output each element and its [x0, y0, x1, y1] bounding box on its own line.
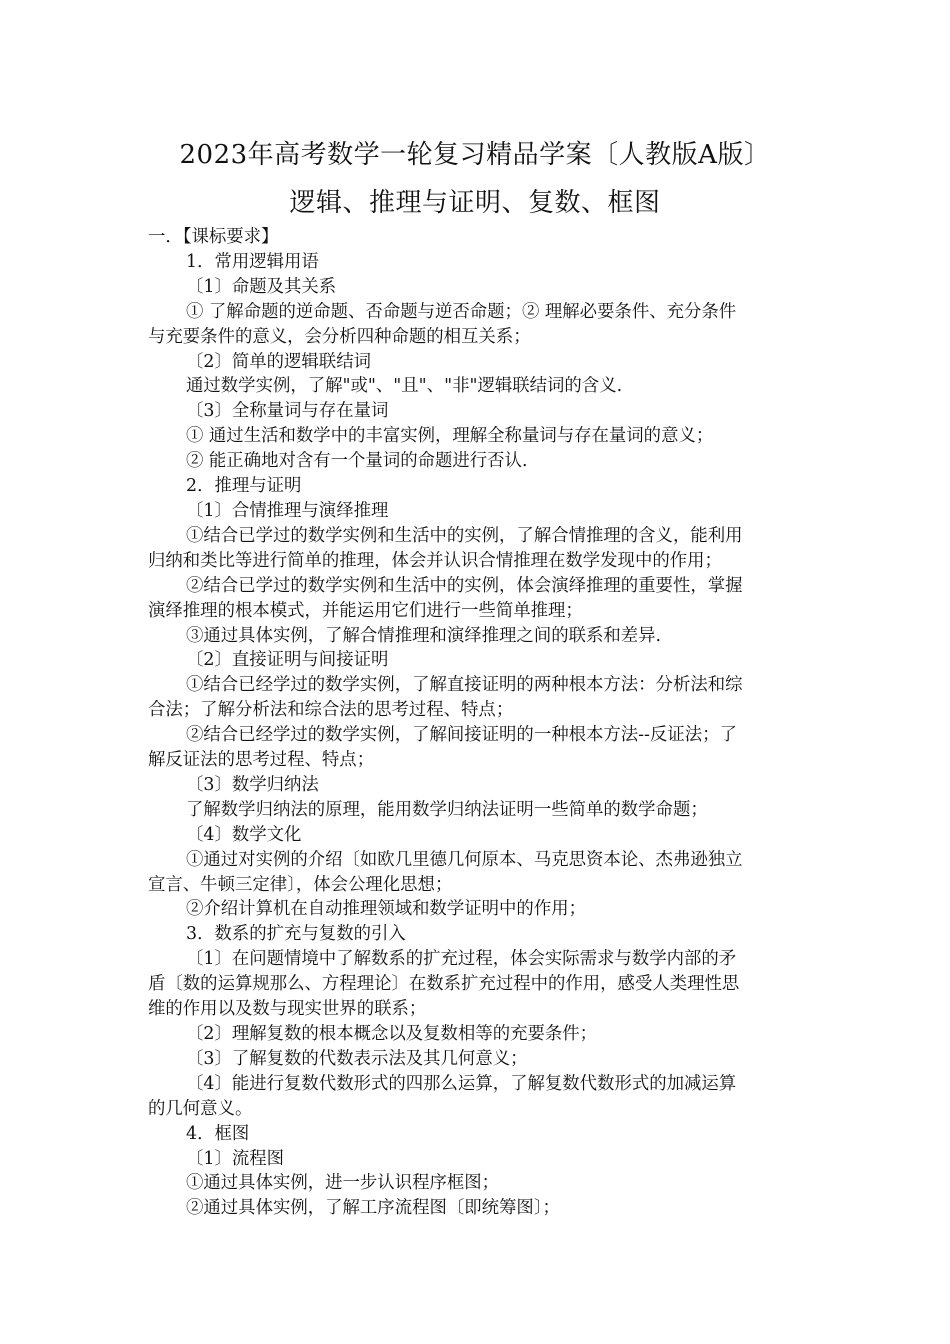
text-line: 宣言、牛顿三定律〕，体会公理化思想； — [148, 874, 453, 895]
text-line: 〔1〕合情推理与演绎推理 — [186, 500, 389, 521]
text-line: 与充要条件的意义，会分析四种命题的相互关系； — [148, 326, 531, 347]
text-line: 盾〔数的运算规那么、方程理论〕在数系扩充过程中的作用，感受人类理性思 — [148, 974, 740, 995]
text-line: ② 能正确地对含有一个量词的命题进行否认. — [186, 451, 528, 472]
text-line: 〔2〕简单的逻辑联结词 — [186, 351, 371, 372]
text-line: ① 通过生活和数学中的丰富实例，理解全称量词与存在量词的意义； — [186, 426, 714, 447]
text-line: 合法；了解分析法和综合法的思考过程、特点； — [148, 700, 514, 721]
text-line: 〔1〕在问题情境中了解数系的扩充过程，体会实际需求与数学内部的矛 — [186, 949, 737, 970]
text-line: 〔2〕理解复数的根本概念以及复数相等的充要条件； — [186, 1024, 598, 1044]
text-line: 〔1〕命题及其关系 — [186, 276, 337, 297]
text-line: 〔4〕数学文化 — [186, 824, 302, 845]
document-body — [148, 225, 808, 1221]
text-line: 解反证法的思考过程、特点； — [148, 750, 375, 771]
text-line: 〔3〕了解复数的代数表示法及其几何意义； — [186, 1048, 528, 1069]
text-line: 1．常用逻辑用语 — [186, 251, 319, 272]
text-line: 〔3〕数学归纳法 — [186, 774, 319, 795]
text-line: ①结合已学过的数学实例和生活中的实例，了解合情推理的含义，能利用 — [186, 525, 743, 546]
text-line: ②结合已经学过的数学实例，了解间接证明的一种根本方法--反证法；了 — [186, 725, 737, 746]
text-line: 演绎推理的根本模式，并能运用它们进行一些简单推理； — [148, 600, 583, 621]
text-line: ①结合已经学过的数学实例，了解直接证明的两种根本方法：分析法和综 — [186, 675, 743, 696]
text-line: 了解数学归纳法的原理，能用数学归纳法证明一些简单的数学命题； — [186, 799, 708, 820]
text-line: ① 了解命题的逆命题、否命题与逆否命题；② 理解必要条件、充分条件 — [186, 301, 737, 322]
text-line: 〔2〕直接证明与间接证明 — [186, 650, 389, 671]
text-line: ③通过具体实例，了解合情推理和演绎推理之间的联系和差异. — [186, 625, 662, 646]
text-line: 维的作用以及数与现实世界的联系； — [148, 999, 427, 1020]
text-line: ①通过具体实例，进一步认识程序框图； — [186, 1173, 500, 1194]
text-line: 4．框图 — [186, 1123, 250, 1144]
text-line: 一．【课标要求】 — [148, 227, 279, 247]
text-line: ②结合已学过的数学实例和生活中的实例，体会演绎推理的重要性，掌握 — [186, 575, 743, 596]
text-line: 的几何意义。 — [148, 1098, 253, 1119]
text-line: 通过数学实例，了解"或"、"且"、"非"逻辑联结词的含义. — [186, 376, 623, 397]
text-line: 〔1〕流程图 — [186, 1148, 285, 1169]
text-line: 3．数系的扩充与复数的引入 — [186, 924, 406, 945]
document-title: 2023年高考数学一轮复习精品学案〔人教版A版〕 — [179, 140, 771, 170]
text-line: 〔3〕全称量词与存在量词 — [186, 401, 389, 422]
text-line: 2．推理与证明 — [186, 476, 302, 497]
text-line: ②通过具体实例，了解工序流程图〔即统筹图〕； — [186, 1198, 560, 1219]
document-subtitle: 逻辑、推理与证明、复数、框图 — [289, 188, 661, 218]
text-line: 归纳和类比等进行简单的推理，体会并认识合情推理在数学发现中的作用； — [148, 550, 722, 571]
text-line: 〔4〕能进行复数代数形式的四那么运算，了解复数代数形式的加减运算 — [186, 1073, 737, 1094]
text-line: ①通过对实例的介绍〔如欧几里德几何原本、马克思资本论、杰弗逊独立 — [186, 849, 743, 870]
text-line: ②介绍计算机在自动推理领域和数学证明中的作用； — [186, 899, 586, 920]
